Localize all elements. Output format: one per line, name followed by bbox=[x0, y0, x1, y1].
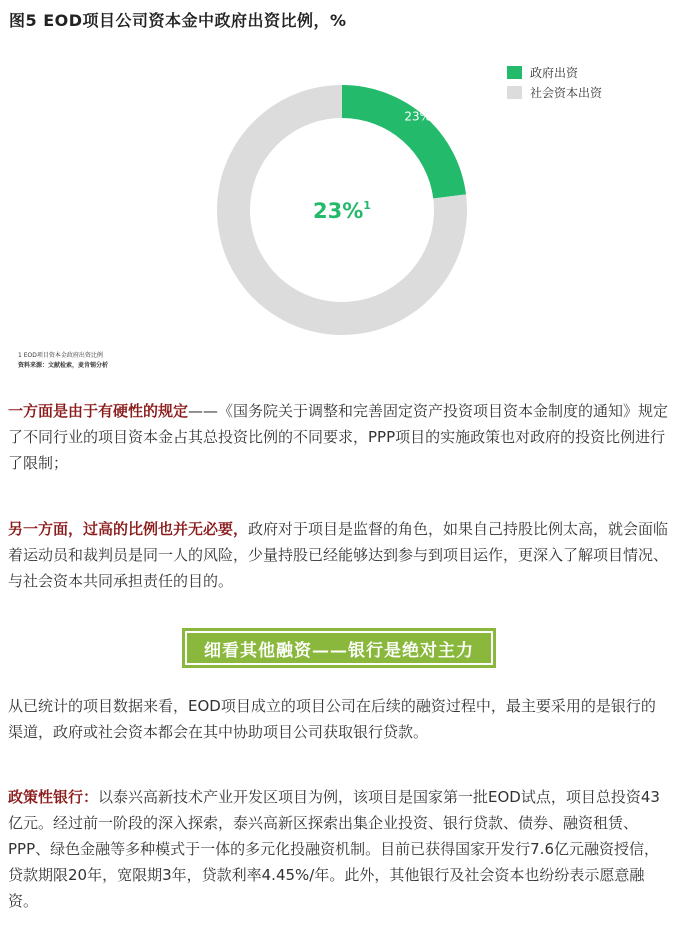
section-banner bbox=[182, 628, 496, 668]
paragraph-4-lead: 政策性银行： bbox=[8, 788, 99, 806]
legend-swatch-social bbox=[507, 86, 522, 99]
paragraph-2-body: 政府对于项目是监督的角色，如果自己持股比例太高，就会面临着运动员和裁判员是同一人的风险，少量持股已经能够达到参与到项目运作，更深入了解项目情况、与社会资本共同承担责任的目的。 bbox=[8, 520, 669, 590]
paragraph-2 bbox=[8, 516, 670, 594]
chart-legend bbox=[507, 62, 602, 102]
slice-government bbox=[342, 85, 466, 198]
section-banner-text: 细看其他融资——银行是绝对主力 bbox=[185, 631, 493, 665]
figure-title: 图5 EOD项目公司资本金中政府出资比例，% bbox=[9, 11, 347, 30]
paragraph-1-lead: 一方面是由于有硬性的规定 bbox=[8, 402, 189, 420]
paragraph-4 bbox=[8, 784, 670, 914]
slice-social-label: 77% bbox=[212, 320, 240, 335]
legend-item-government bbox=[507, 62, 602, 82]
legend-swatch-government bbox=[507, 66, 522, 79]
source-text: 资料来源：文献检索，麦肯锡分析 bbox=[18, 362, 109, 369]
paragraph-1-body: ——《国务院关于调整和完善固定资产投资项目资本金制度的通知》规定了不同行业的项目资本金占其总投资比例的不同要求，PPP项目的实施政策也对政府的投资比例进行了限制； bbox=[8, 402, 669, 472]
slice-government-label: 23% bbox=[404, 109, 432, 124]
legend-label-social: 社会资本出资 bbox=[530, 85, 603, 100]
center-value: 23% bbox=[313, 199, 364, 223]
paragraph-1 bbox=[8, 398, 670, 476]
center-value-superscript: 1 bbox=[363, 199, 371, 212]
chart-footnote bbox=[18, 351, 108, 371]
paragraph-2-lead: 另一方面，过高的比例也并无必要， bbox=[8, 520, 249, 538]
legend-item-social bbox=[507, 82, 602, 102]
legend-label-government: 政府出资 bbox=[530, 65, 579, 80]
footnote-text: 1 EOD项目资本金政府出资比例 bbox=[18, 352, 103, 359]
paragraph-3-body: 从已统计的项目数据来看，EOD项目成立的项目公司在后续的融资过程中，最主要采用的是银行的渠道，政府或社会资本都会在其中协助项目公司获取银行贷款。 bbox=[8, 697, 656, 741]
paragraph-3 bbox=[8, 693, 670, 745]
paragraph-4-body: 以泰兴高新技术产业开发区项目为例，该项目是国家第一批EOD试点，项目总投资43亿元。经过前一阶段的深入探索，泰兴高新区探索出集企业投资、银行贷款、债券、融资租赁、PPP、绿色金融等多种模式于一体的多元化投融资机制。目前已获得国家开发行7.6亿元融资授信，贷款期限20年，宽限期3年，贷款利率4.45%/年。此外，其他银行及社会资本也纷纷表示愿意融资。 bbox=[8, 788, 660, 910]
center-value-label bbox=[313, 199, 371, 223]
